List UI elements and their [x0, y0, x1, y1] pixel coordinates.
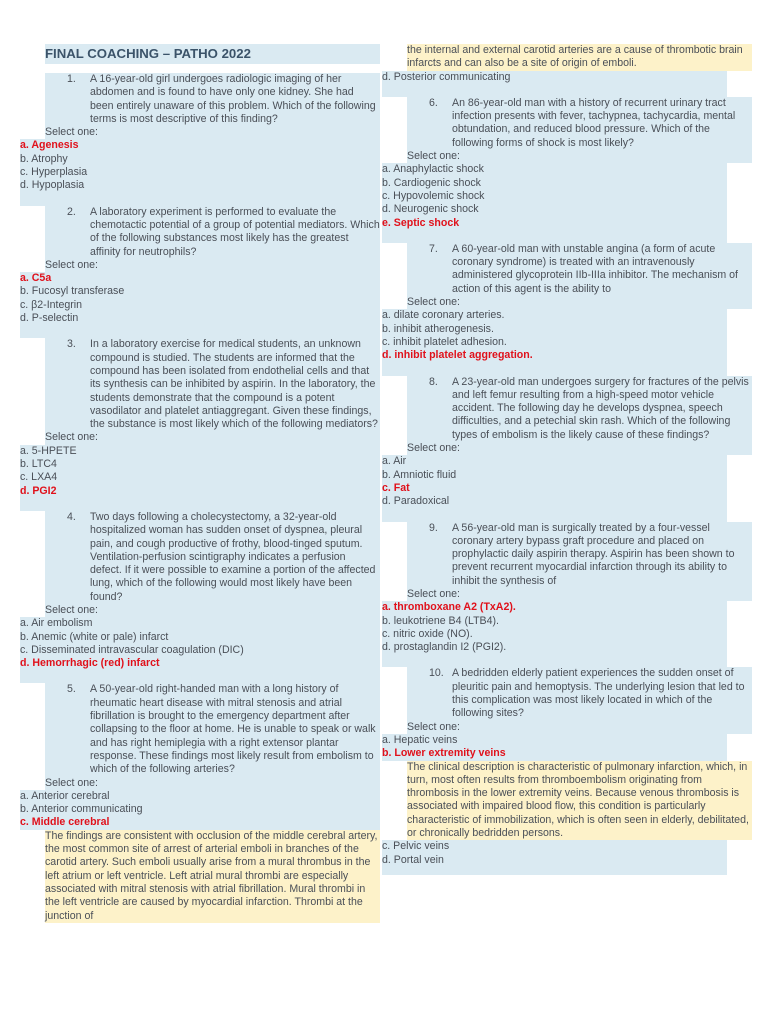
answer-explanation-continued: the internal and external carotid arteries are a cause of thrombotic brain infarcts and can also be a site of origin of emboli.: [407, 44, 752, 71]
option[interactable]: c. LXA4: [20, 471, 380, 484]
option[interactable]: b. Cardiogenic shock: [382, 177, 727, 190]
question-text: A 56-year-old man is surgically treated by a four-vessel coronary artery bypass graft procedure and placed on prophylactic daily aspirin therapy. Aspirin has been shown to prevent recurrent myocardial infarction through its ability to inhibit the synthesis of: [452, 521, 735, 587]
option[interactable]: b. Fucosyl transferase: [20, 285, 380, 298]
select-one-label: Select one:: [407, 296, 752, 309]
left-column: [20, 44, 390, 923]
question-6: [382, 97, 752, 230]
question-number: 3.: [67, 338, 76, 351]
question-number: 9.: [429, 521, 438, 534]
question-text: Two days following a cholecystectomy, a 32-year-old hospitalized woman has sudden onset of dyspnea, pleural pain, and cough productive of frothy, blood-tinged sputum. Ventilation-perfusion scintigraphy indicates a perfusion defect. If it were possible to examine a portion of the affected lung, which of the following would most likely have been found?: [90, 510, 376, 603]
option-correct[interactable]: c. Fat: [382, 482, 727, 495]
option[interactable]: b. inhibit atherogenesis.: [382, 323, 727, 336]
option[interactable]: c. nitric oxide (NO).: [382, 628, 727, 641]
select-one-label: Select one:: [407, 721, 752, 734]
question-text: A bedridden elderly patient experiences the sudden onset of pleuritic pain and hemoptysis. The underlying lesion that led to this complication was most likely located in which of the following sites?: [452, 667, 745, 720]
option[interactable]: d. Paradoxical: [382, 495, 727, 508]
option[interactable]: d. Posterior communicating: [382, 71, 727, 84]
question-5-continued: [382, 44, 752, 84]
question-2: [20, 206, 390, 326]
question-text: In a laboratory exercise for medical students, an unknown compound is studied. The students are informed that the compound has been isolated from endothelial cells and that its synthesis can be inhibited by aspirin. In the laboratory, the students demonstrate that the compound is a potent vasodilator and platelet antiaggregant. Given these findings, the substance is most likely which of the following mediators?: [90, 338, 378, 431]
option[interactable]: a. dilate coronary arteries.: [382, 309, 727, 322]
option-correct[interactable]: d. PGI2: [20, 485, 380, 498]
question-text: A 60-year-old man with unstable angina (a form of acute coronary syndrome) is treated with an intravenously administered glycoprotein IIb-IIIa inhibitor. The mechanism of action of this agent is the ability to: [452, 242, 738, 295]
question-3: [20, 338, 390, 498]
option[interactable]: a. Air embolism: [20, 617, 380, 630]
option[interactable]: d. Portal vein: [382, 854, 727, 867]
option-correct[interactable]: a. C5a: [20, 272, 380, 285]
question-text: A laboratory experiment is performed to evaluate the chemotactic potential of a group of potential mediators. Which of the following substances most likely has the greatest affinity for neutrophils?: [90, 205, 380, 258]
option[interactable]: d. P-selectin: [20, 312, 380, 325]
option-correct[interactable]: a. Agenesis: [20, 139, 380, 152]
option[interactable]: c. Disseminated intravascular coagulation (DIC): [20, 644, 380, 657]
block-end-spacer: [382, 867, 727, 875]
question-number: 5.: [67, 683, 76, 696]
question-number: 4.: [67, 510, 76, 523]
option[interactable]: a. Anaphylactic shock: [382, 163, 727, 176]
option[interactable]: c. inhibit platelet adhesion.: [382, 336, 727, 349]
option[interactable]: d. prostaglandin I2 (PGI2).: [382, 641, 727, 654]
question-4: [20, 511, 390, 671]
option[interactable]: a. Air: [382, 455, 727, 468]
option[interactable]: c. Hyperplasia: [20, 166, 380, 179]
option[interactable]: a. Hepatic veins: [382, 734, 727, 747]
option-correct[interactable]: a. thromboxane A2 (TxA2).: [382, 601, 727, 614]
option[interactable]: b. Atrophy: [20, 153, 380, 166]
option[interactable]: c. β2-Integrin: [20, 299, 380, 312]
select-one-label: Select one:: [45, 259, 380, 272]
question-1: [20, 73, 390, 193]
option[interactable]: a. 5-HPETE: [20, 445, 380, 458]
question-8: [382, 376, 752, 509]
option[interactable]: b. Anemic (white or pale) infarct: [20, 631, 380, 644]
question-number: 8.: [429, 375, 438, 388]
option[interactable]: b. leukotriene B4 (LTB4).: [382, 615, 727, 628]
question-10: [382, 667, 752, 874]
option[interactable]: a. Anterior cerebral: [20, 790, 380, 803]
option[interactable]: c. Pelvic veins: [382, 840, 727, 853]
question-9: [382, 522, 752, 655]
option-correct[interactable]: d. Hemorrhagic (red) infarct: [20, 657, 380, 670]
option[interactable]: b. LTC4: [20, 458, 380, 471]
question-number: 1.: [67, 73, 76, 85]
right-column: [382, 44, 752, 875]
select-one-label: Select one:: [407, 150, 752, 163]
option[interactable]: b. Amniotic fluid: [382, 469, 727, 482]
question-number: 7.: [429, 242, 438, 255]
option[interactable]: d. Hypoplasia: [20, 179, 380, 192]
option[interactable]: c. Hypovolemic shock: [382, 190, 727, 203]
option-correct[interactable]: d. inhibit platelet aggregation.: [382, 349, 727, 362]
select-one-label: Select one:: [407, 442, 752, 455]
option[interactable]: d. Neurogenic shock: [382, 203, 727, 216]
select-one-label: Select one:: [45, 431, 380, 444]
select-one-label: Select one:: [45, 126, 380, 139]
document-title: FINAL COACHING – PATHO 2022: [45, 44, 380, 64]
answer-explanation: The clinical description is characteristic of pulmonary infarction, which, in turn, most often results from thromboembolism originating from thrombosis in the lower extremity veins. Because venous thrombosis is associated with impaired blood flow, this condition is particularly characteristic of immobilization, which is often seen in elderly, debilitated, or chronically bedridden persons.: [407, 761, 752, 841]
question-text: An 86-year-old man with a history of recurrent urinary tract infection presents with fever, tachypnea, tachycardia, mental obtundation, and reduced blood pressure. Which of the following forms of shock is most likely?: [452, 96, 736, 149]
question-7: [382, 243, 752, 363]
question-text: A 50-year-old right-handed man with a long history of rheumatic heart disease with mitral stenosis and atrial fibrillation is brought to the emergency department after collapsing to the floor at home. He is unable to speak or walk and has right hemiplegia with a right extensor plantar response. These findings most likely result from embolism to which of the following arteries?: [90, 683, 376, 776]
option-correct[interactable]: b. Lower extremity veins: [382, 747, 727, 760]
answer-explanation: The findings are consistent with occlusion of the middle cerebral artery, the most common site of arrest of arterial emboli in branches of the carotid artery. Such emboli usually arise from a mural thrombus in the left atrium or left ventricle. Left atrial mural thrombi are especially associated with mitral stenosis with atrial fibrillation. Mural thrombi in the left ventricle are caused by myocardial infarction. Thrombi at the junction of: [45, 830, 380, 923]
question-number: 2.: [67, 205, 76, 218]
option-correct[interactable]: c. Middle cerebral: [20, 816, 380, 829]
question-5: [20, 683, 390, 922]
question-number: 6.: [429, 96, 438, 109]
option[interactable]: b. Anterior communicating: [20, 803, 380, 816]
option-correct[interactable]: e. Septic shock: [382, 217, 727, 230]
question-text: A 16-year-old girl undergoes radiologic imaging of her abdomen and is found to have only one kidney. She had been entirely unaware of this problem. Which of the following terms is most descriptive of this finding?: [90, 73, 376, 125]
select-one-label: Select one:: [45, 777, 380, 790]
question-number: 10.: [429, 667, 444, 680]
select-one-label: Select one:: [407, 588, 752, 601]
question-text: A 23-year-old man undergoes surgery for fractures of the pelvis and left femur resulting from a high-speed motor vehicle accident. The following day he develops dyspnea, speech difficulties, and a petechial skin rash. Which of the following types of embolism is the likely cause of these findings?: [452, 375, 749, 441]
select-one-label: Select one:: [45, 604, 380, 617]
